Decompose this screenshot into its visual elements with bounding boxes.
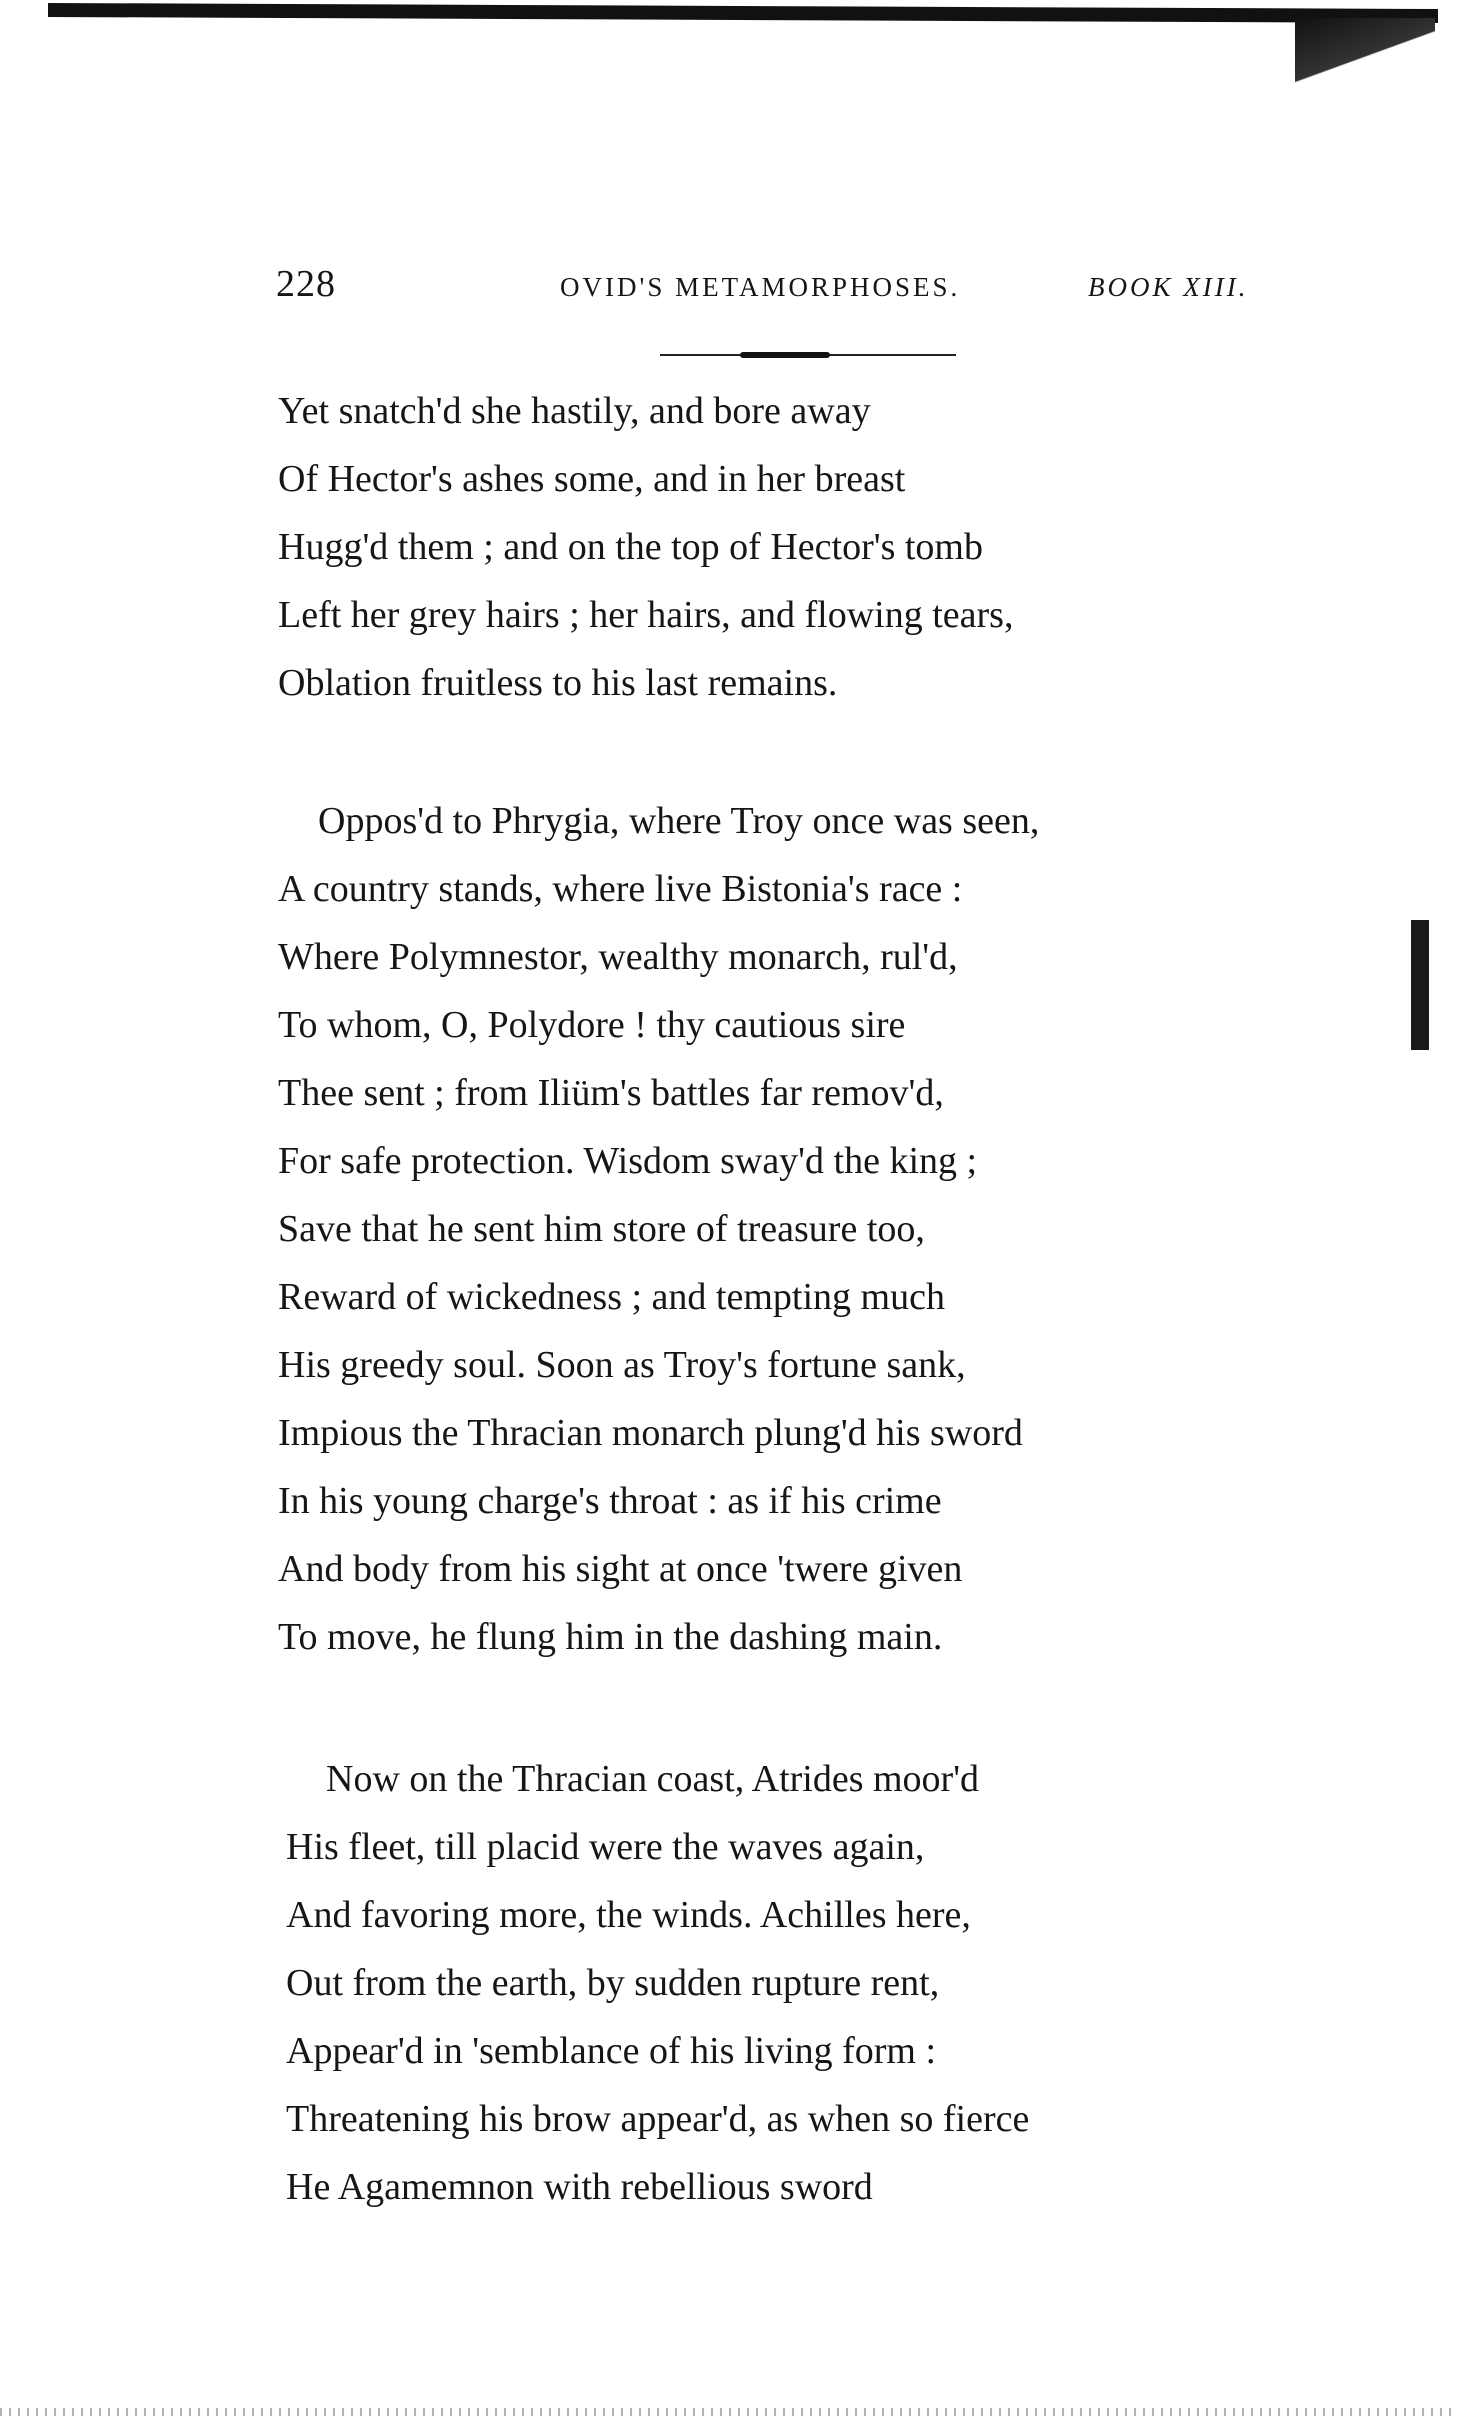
verse-line: He Agamemnon with rebellious sword	[286, 2166, 873, 2208]
running-head	[276, 262, 1280, 312]
verse-line: Out from the earth, by sudden rupture rent,	[286, 1962, 940, 2004]
verse-line: And body from his sight at once 'twere given	[278, 1548, 963, 1590]
verse-line: Oblation fruitless to his last remains.	[278, 662, 838, 704]
verse-line: Reward of wickedness ; and tempting much	[278, 1276, 945, 1318]
verse-line: Yet snatch'd she hastily, and bore away	[278, 390, 871, 432]
bottom-scan-noise	[0, 2408, 1457, 2416]
header-rule-ornament	[740, 352, 830, 358]
verse-line: Of Hector's ashes some, and in her breast	[278, 458, 906, 500]
verse-line: Where Polymnestor, wealthy monarch, rul'd,	[278, 936, 958, 978]
verse-line: Now on the Thracian coast, Atrides moor'd	[326, 1758, 980, 1800]
book-label: BOOK XIII.	[1088, 272, 1249, 302]
verse-line: To whom, O, Polydore ! thy cautious sire	[278, 1004, 906, 1046]
verse-line: His greedy soul. Soon as Troy's fortune sank,	[278, 1344, 966, 1386]
verse-line: Impious the Thracian monarch plung'd his sword	[278, 1412, 1023, 1454]
verse-line: In his young charge's throat : as if his crime	[278, 1480, 942, 1522]
verse-line: A country stands, where live Bistonia's race :	[278, 868, 963, 910]
verse-line: Hugg'd them ; and on the top of Hector's tomb	[278, 526, 983, 568]
verse-line: Appear'd in 'semblance of his living form :	[286, 2030, 937, 2072]
verse-line: Threatening his brow appear'd, as when so fierce	[286, 2098, 1030, 2140]
verse-line: And favoring more, the winds. Achilles here,	[286, 1894, 971, 1936]
verse-line: Oppos'd to Phrygia, where Troy once was seen,	[318, 800, 1040, 842]
page-number: 228	[276, 263, 336, 305]
page-edge-mark	[1411, 920, 1429, 1050]
verse-line: Thee sent ; from Iliüm's battles far remov'd,	[278, 1072, 944, 1114]
verse-line: For safe protection. Wisdom sway'd the king ;	[278, 1140, 978, 1182]
page-corner-shadow	[1295, 18, 1435, 108]
page-top-edge-shadow	[48, 3, 1438, 23]
verse-line: To move, he flung him in the dashing main.	[278, 1616, 943, 1658]
verse-line: Save that he sent him store of treasure too,	[278, 1208, 925, 1250]
running-title: OVID'S METAMORPHOSES.	[560, 272, 961, 302]
verse-line: His fleet, till placid were the waves again,	[286, 1826, 925, 1868]
verse-line: Left her grey hairs ; her hairs, and flowing tears,	[278, 594, 1014, 636]
